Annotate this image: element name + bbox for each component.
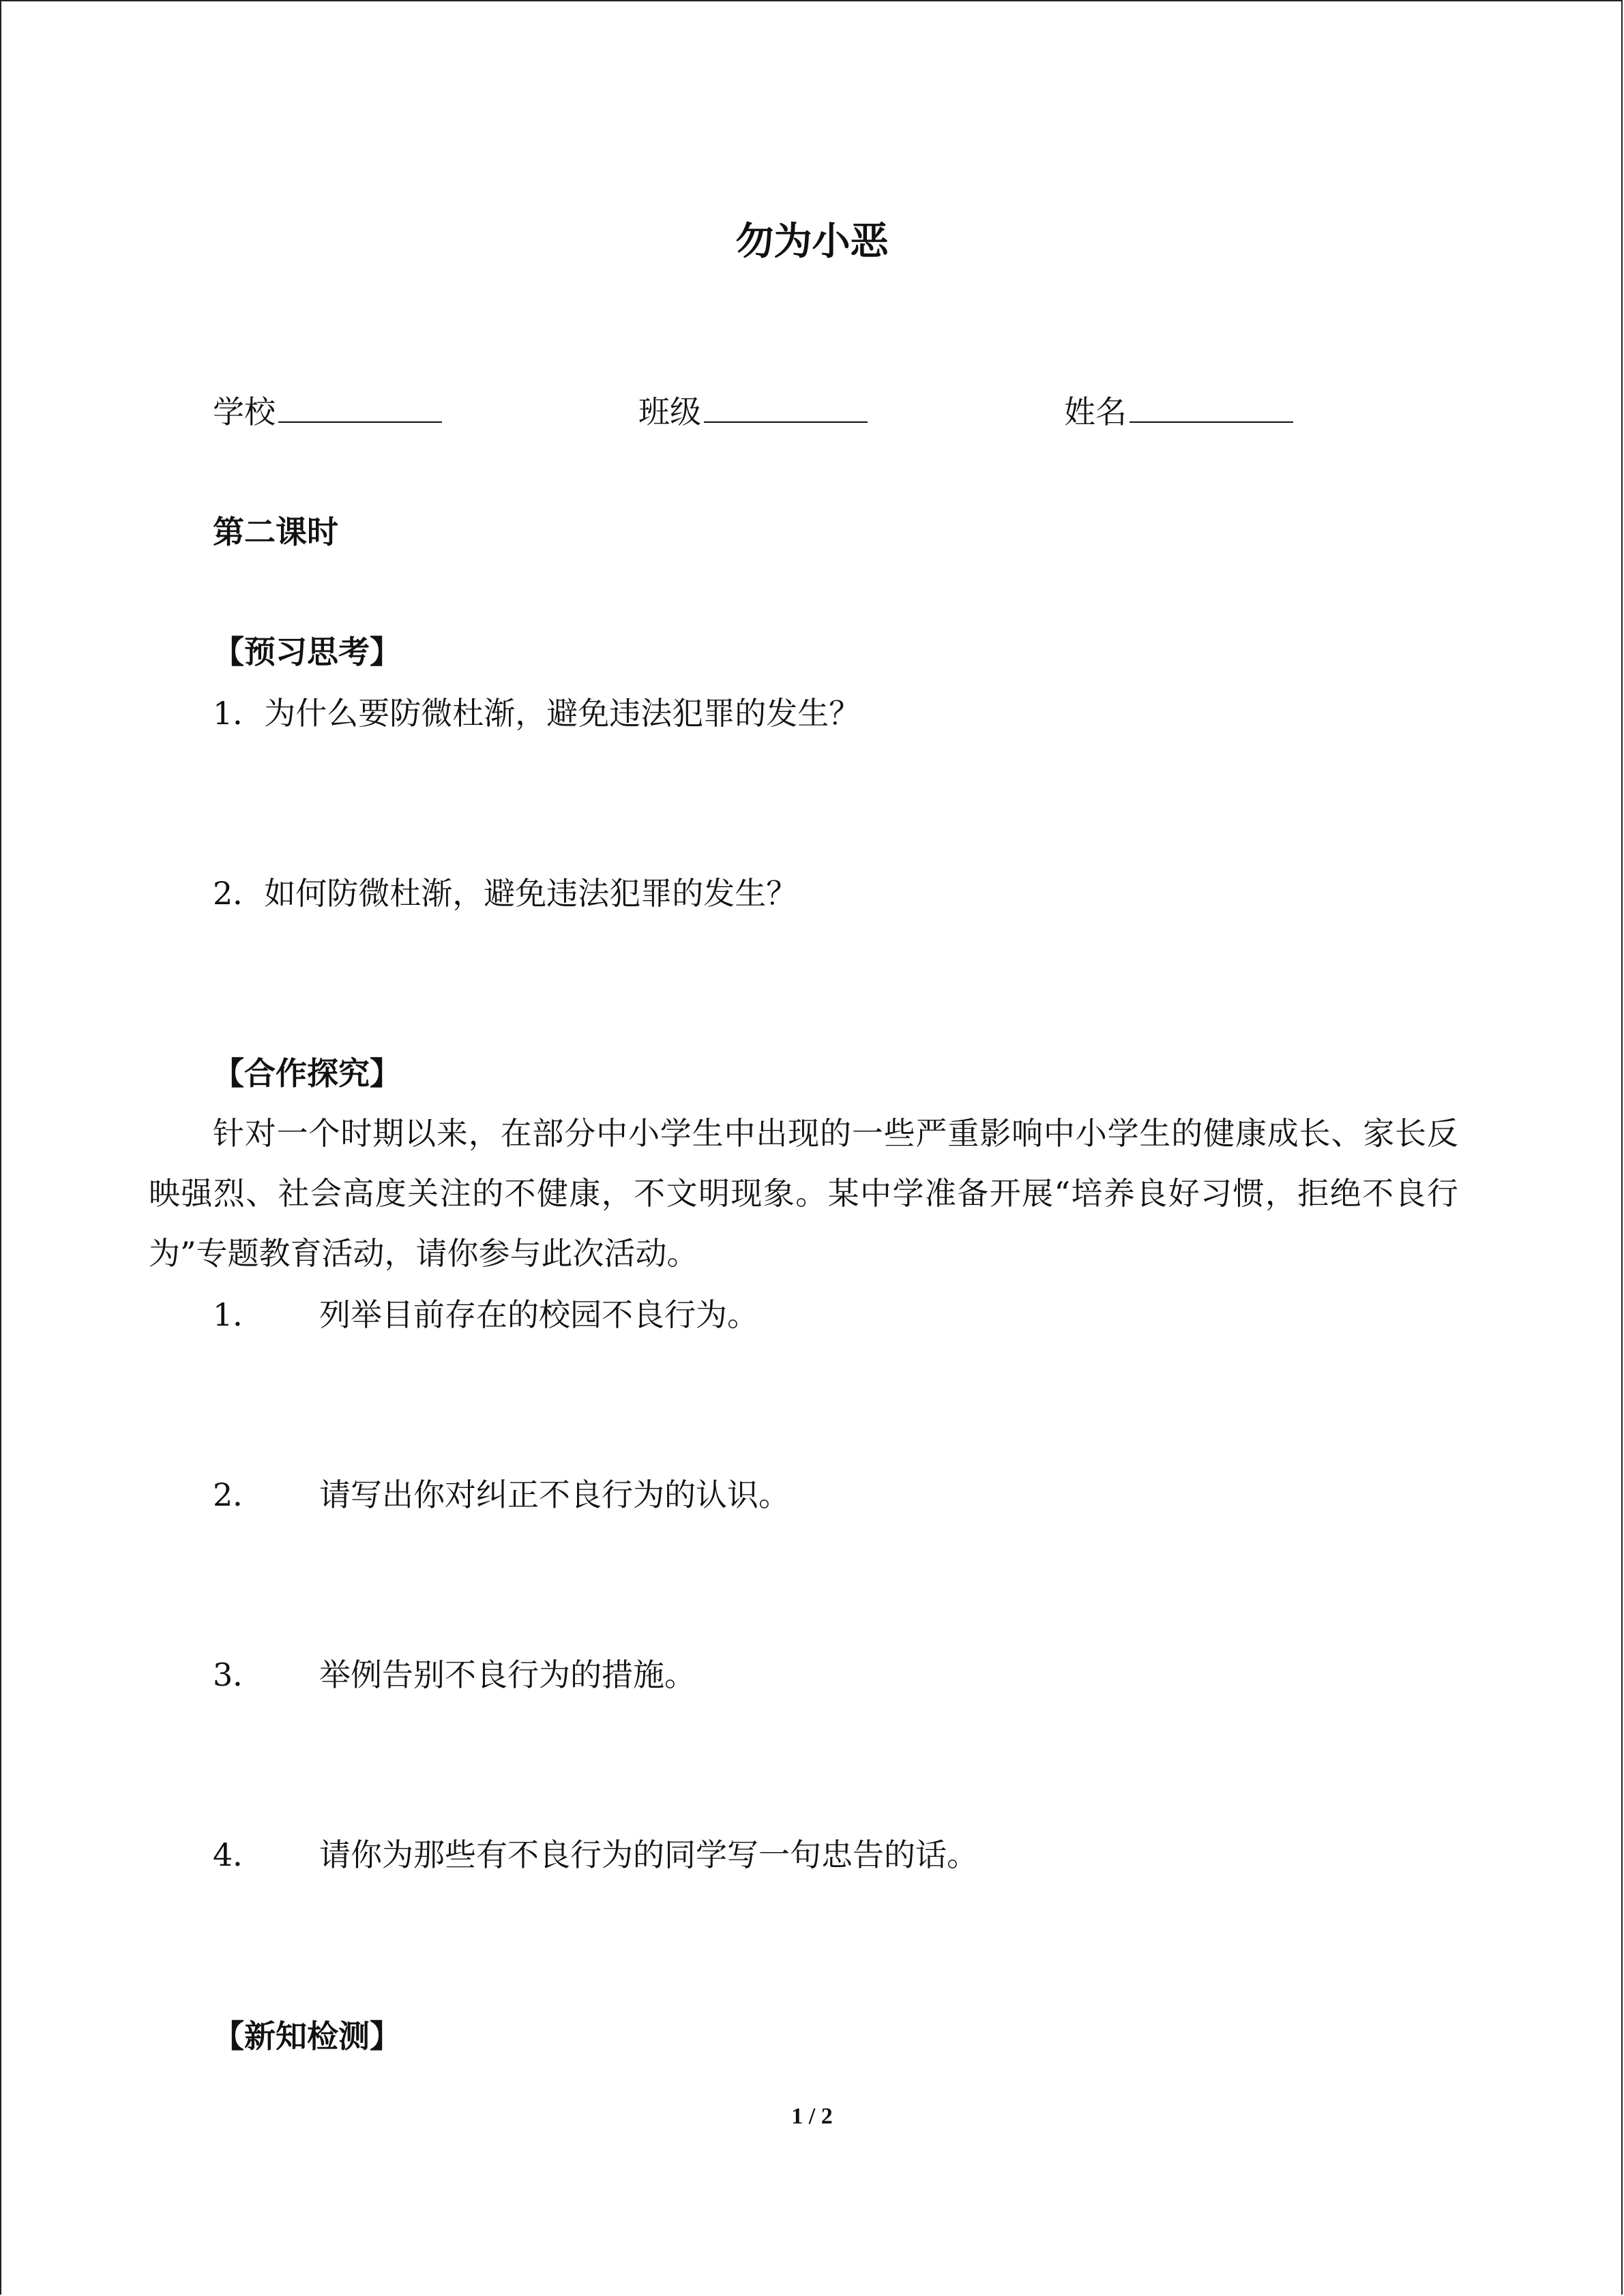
item-number-3: 3． bbox=[213, 1656, 265, 1693]
school-blank[interactable] bbox=[278, 387, 442, 423]
item-text-3: 举例告别不良行为的措施。 bbox=[319, 1656, 696, 1693]
class-blank[interactable] bbox=[704, 387, 868, 423]
item-number-1: 1． bbox=[213, 1296, 265, 1333]
school-field[interactable] bbox=[213, 387, 442, 434]
item-number-2: 2． bbox=[213, 1476, 265, 1513]
item-text-2: 请写出你对纠正不良行为的认识。 bbox=[319, 1476, 790, 1513]
new-knowledge-heading: 【新知检测】 bbox=[213, 2018, 401, 2055]
name-label: 姓名 bbox=[1064, 393, 1127, 430]
name-field[interactable] bbox=[1064, 387, 1293, 434]
item-text-1: 列举目前存在的校园不良行为。 bbox=[319, 1296, 758, 1333]
school-label: 学校 bbox=[213, 393, 276, 430]
page-title: 勿为小恶 bbox=[735, 220, 889, 264]
name-blank[interactable] bbox=[1130, 387, 1293, 423]
class-label: 班级 bbox=[638, 393, 701, 430]
lesson-label: 第二课时 bbox=[213, 513, 338, 550]
preview-question-1: 1．为什么要防微杜渐，避免违法犯罪的发生？ bbox=[213, 695, 861, 732]
cooperation-heading: 【合作探究】 bbox=[213, 1055, 401, 1092]
item-text-4: 请你为那些有不良行为的同学写一句忠告的话。 bbox=[319, 1836, 978, 1873]
preview-question-2: 2．如何防微杜渐，避免违法犯罪的发生？ bbox=[213, 875, 798, 912]
cooperation-paragraph: 针对一个时期以来，在部分中小学生中出现的一些严重影响中小学生的健康成长、家长反映强烈、社会高度关注的不健康，不文明现象。某中学准备开展“培养良好习惯，拒绝不良行为”专题教育活动，请你参与此次活动。 bbox=[149, 1115, 1458, 1272]
item-number-4: 4． bbox=[213, 1836, 265, 1873]
page-number: 1 / 2 bbox=[791, 2104, 833, 2129]
class-field[interactable] bbox=[638, 387, 868, 434]
preview-heading: 【预习思考】 bbox=[213, 633, 401, 670]
